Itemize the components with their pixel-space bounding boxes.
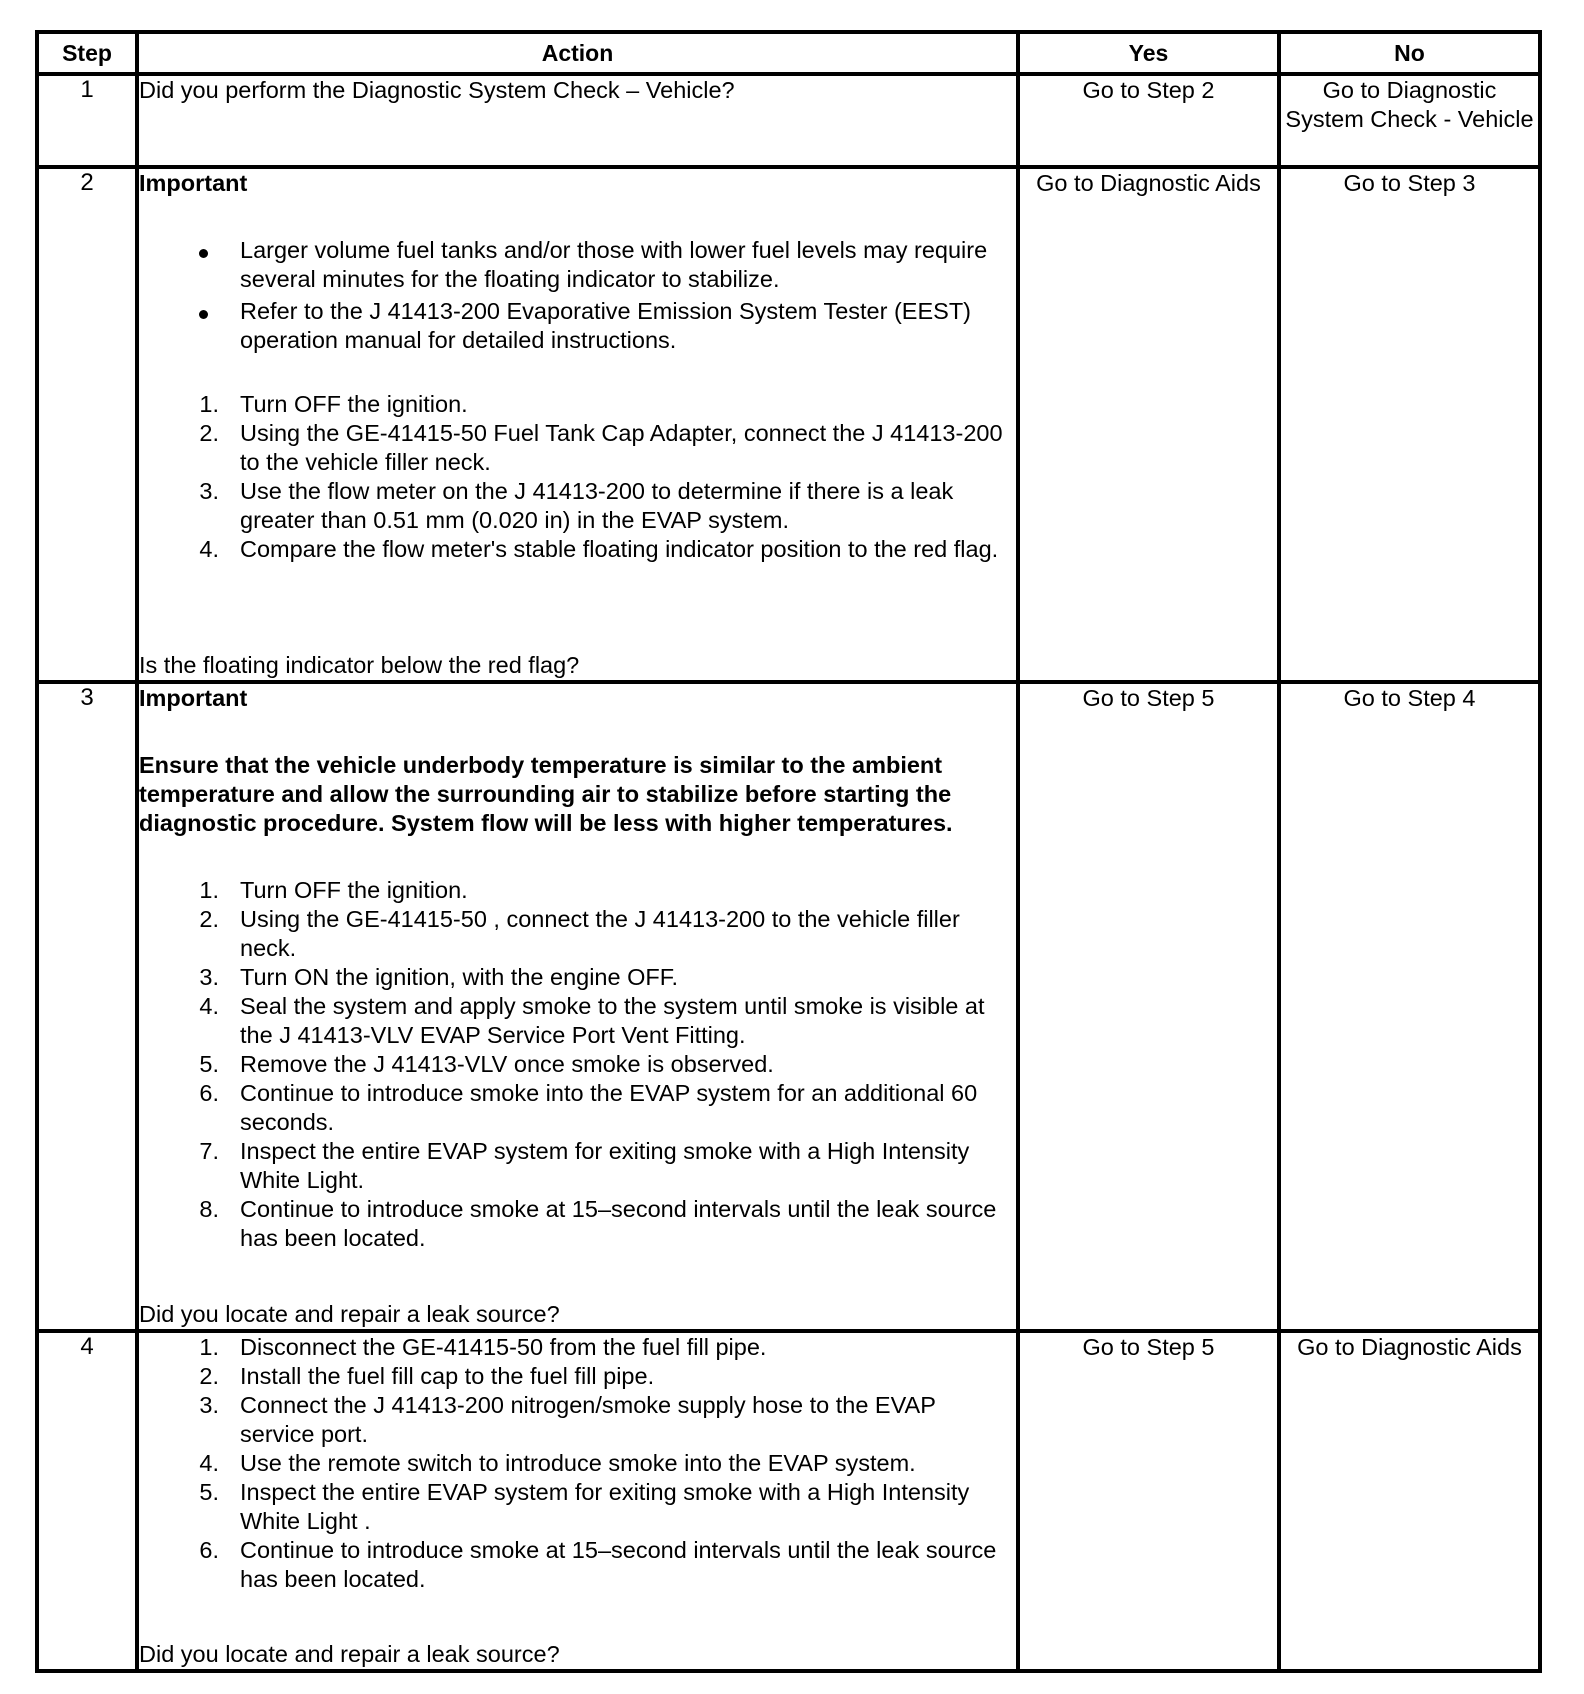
list-item: 3. Turn ON the ignition, with the engine OFF. <box>199 964 679 990</box>
no-result: Go to Diagnostic System Check - Vehicle <box>1279 74 1540 167</box>
list-item: 3. Use the flow meter on the J 41413-200 to determine if there is a leak greater than 0.51 mm (0.020 in) in the EVAP system. <box>199 478 954 533</box>
important-label: Important <box>139 685 248 711</box>
list-item: 1. Turn OFF the ignition. <box>199 877 468 903</box>
table-row <box>37 682 1540 1331</box>
list-item: Refer to the J 41413-200 Evaporative Emission System Tester (EEST) operation manual for detailed instructions. <box>139 297 1016 355</box>
list-item: 4. Compare the flow meter's stable floating indicator position to the red flag. <box>199 536 999 562</box>
action-question: Did you locate and repair a leak source? <box>139 1301 560 1327</box>
action-question: Is the floating indicator below the red flag? <box>139 652 580 678</box>
list-item: 2. Using the GE-41415-50 Fuel Tank Cap Adapter, connect the J 41413-200 to the vehicle filler neck. <box>199 420 1003 475</box>
list-item: 1. Disconnect the GE-41415-50 from the fuel fill pipe. <box>199 1334 767 1360</box>
bullet-icon <box>199 310 208 319</box>
list-item: 4. Use the remote switch to introduce smoke into the EVAP system. <box>199 1450 916 1476</box>
list-item: 1. Turn OFF the ignition. <box>199 391 468 417</box>
numbered-steps <box>139 390 1016 564</box>
no-result: Go to Step 4 <box>1279 682 1540 1331</box>
list-item: 8. Continue to introduce smoke at 15–second intervals until the leak source has been located. <box>199 1196 997 1251</box>
list-item: Larger volume fuel tanks and/or those with lower fuel levels may require several minutes for the floating indicator to stabilize. <box>139 236 1016 294</box>
yes-result: Go to Step 5 <box>1018 1331 1279 1671</box>
action-cell <box>137 167 1018 682</box>
table-row <box>37 1331 1540 1671</box>
action-cell <box>137 1331 1018 1671</box>
important-label: Important <box>139 170 248 196</box>
yes-result: Go to Step 5 <box>1018 682 1279 1331</box>
table-row <box>37 74 1540 167</box>
step-number: 4 <box>37 1331 137 1671</box>
diagnostic-table <box>35 30 1542 1673</box>
step-number: 3 <box>37 682 137 1331</box>
list-item: 6. Continue to introduce smoke into the EVAP system for an additional 60 seconds. <box>199 1080 978 1135</box>
action-question: Did you perform the Diagnostic System Check – Vehicle? <box>139 77 735 103</box>
list-item: 2. Using the GE-41415-50 , connect the J 41413-200 to the vehicle filler neck. <box>199 906 960 961</box>
table-row <box>37 167 1540 682</box>
action-question: Did you locate and repair a leak source? <box>139 1641 560 1667</box>
header-row <box>37 32 1540 74</box>
list-item: 6. Continue to introduce smoke at 15–second intervals until the leak source has been located. <box>199 1537 997 1592</box>
yes-result: Go to Step 2 <box>1018 74 1279 167</box>
list-item: 4. Seal the system and apply smoke to the system until smoke is visible at the J 41413-VLV EVAP Service Port Vent Fitting. <box>199 993 985 1048</box>
list-item: 7. Inspect the entire EVAP system for exiting smoke with a High Intensity White Light. <box>199 1138 970 1193</box>
step-number: 1 <box>37 74 137 167</box>
no-result: Go to Step 3 <box>1279 167 1540 682</box>
header-no: No <box>1279 32 1540 74</box>
no-result: Go to Diagnostic Aids <box>1279 1331 1540 1671</box>
action-cell <box>137 74 1018 167</box>
action-cell <box>137 682 1018 1331</box>
list-item: 5. Remove the J 41413-VLV once smoke is observed. <box>199 1051 774 1077</box>
important-note: Ensure that the vehicle underbody temperature is similar to the ambient temperature and allow the surrounding air to stabilize before starting the diagnostic procedure. System flow will be less with higher temperatures. <box>139 752 953 836</box>
header-step: Step <box>37 32 137 74</box>
list-item: 3. Connect the J 41413-200 nitrogen/smoke supply hose to the EVAP service port. <box>199 1392 936 1447</box>
numbered-steps <box>139 876 1016 1253</box>
header-yes: Yes <box>1018 32 1279 74</box>
list-item: 5. Inspect the entire EVAP system for exiting smoke with a High Intensity White Light . <box>199 1479 970 1534</box>
list-item: 2. Install the fuel fill cap to the fuel fill pipe. <box>199 1363 655 1389</box>
bullet-list <box>139 236 1016 355</box>
yes-result: Go to Diagnostic Aids <box>1018 167 1279 682</box>
header-action: Action <box>137 32 1018 74</box>
numbered-steps <box>139 1333 1016 1594</box>
step-number: 2 <box>37 167 137 682</box>
bullet-icon <box>199 249 208 258</box>
